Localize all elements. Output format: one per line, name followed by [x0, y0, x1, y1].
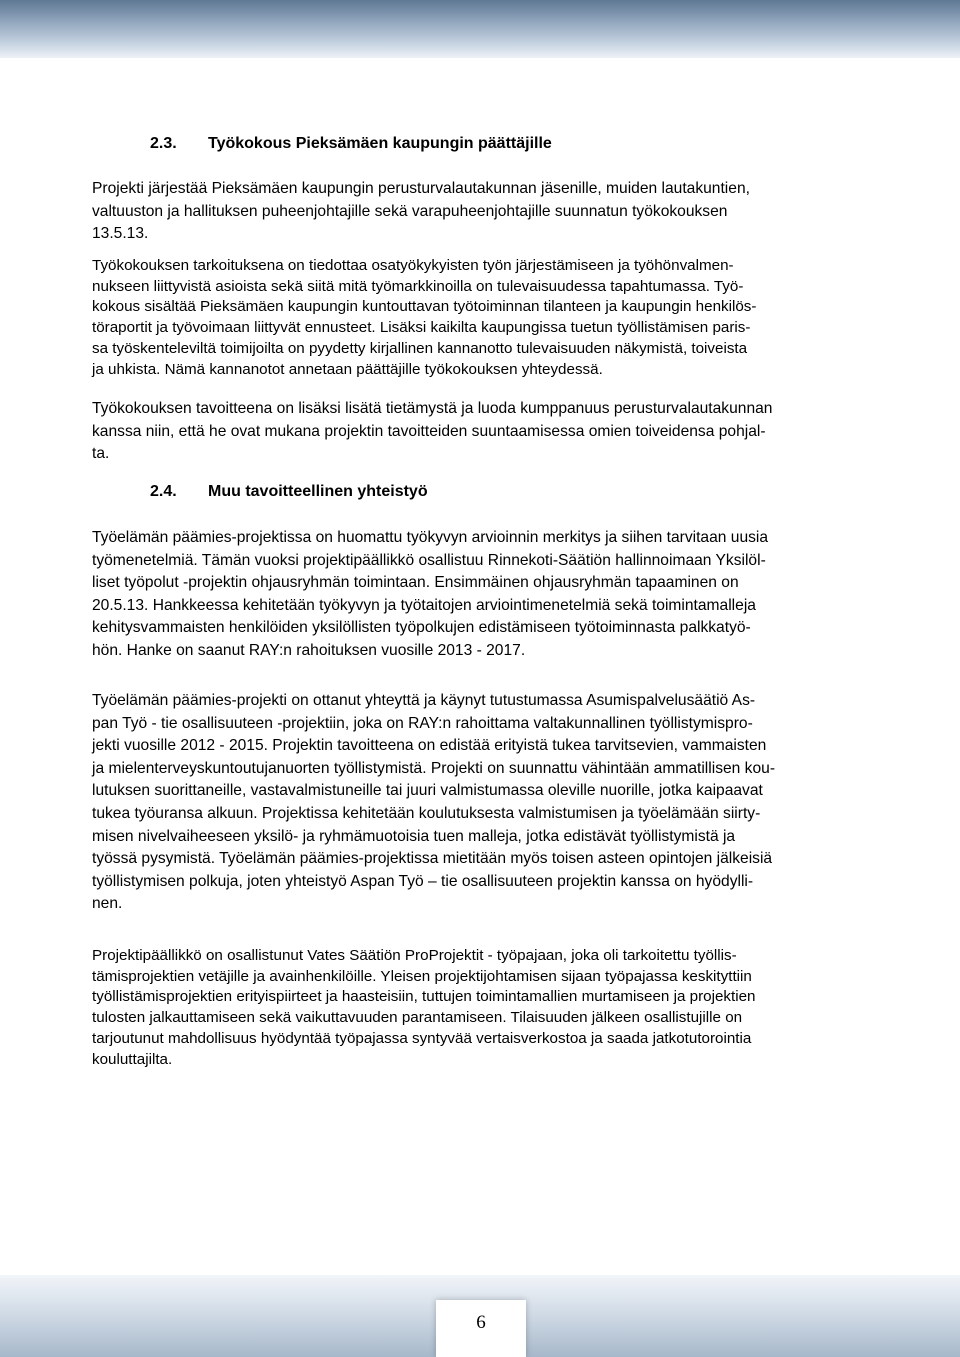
- paragraph: [92, 256, 872, 380]
- text-line: tukea työuransa alkuun. Projektissa kehitetään koulutuksesta valmistumisen ja työelämään siirty-: [92, 804, 761, 822]
- section-title: Työkokous Pieksämäen kaupungin päättäjille: [208, 135, 552, 152]
- text-line: 13.5.13.: [92, 225, 149, 243]
- text-line: Työelämän päämies-projekti on ottanut yhteyttä ja käynyt tutustumassa Asumispalvelusäätiö As-: [92, 692, 756, 709]
- paragraph: [92, 690, 872, 916]
- text-line: hön. Hanke on saanut RAY:n rahoituksen vuosille 2013 - 2017.: [92, 641, 526, 659]
- text-line: Työelämän päämies-projektissa on huomattu työkyvyn arvioinnin merkitys ja siihen tarvitaan uusia: [92, 529, 769, 546]
- text-line: lutuksen suorittaneille, vastavalmistuneille tai juuri valmistumassa oleville nuorille, jotka kaipaavat: [92, 782, 763, 800]
- paragraph: [92, 946, 872, 1070]
- text-line: sa työskenteleviltä toimijoilta on pyydetty kirjallinen kannanotto tulevaisuuden näkymistä, toiveista: [92, 339, 748, 357]
- header-decor-band: [0, 0, 960, 58]
- text-line: liset työpolut -projektin ohjausryhmän toimintaan. Ensimmäinen ohjausryhmän tapaaminen on: [92, 574, 739, 592]
- paragraph: [92, 527, 872, 663]
- text-line: kouluttajilta.: [92, 1050, 173, 1068]
- text-line: ja mielenterveyskuntoutujanuorten työllistymistä. Projekti on suunnattu vähintään ammatillisen kou-: [92, 759, 776, 777]
- text-line: tulosten jalkauttamiseen sekä vaikuttavuuden parantamiseen. Tilaisuuden jälkeen osallistujille on: [92, 1009, 743, 1027]
- text-line: Työkokouksen tavoitteena on lisäksi lisätä tietämystä ja luoda kumppanuus perusturvalautakunnan: [92, 400, 773, 417]
- text-line: töraportit ja työvoimaan liittyvät ennusteet. Lisäksi kaikilta kaupungissa tuetun työllistämisen paris-: [92, 319, 751, 337]
- text-line: kanssa niin, että he ovat mukana projektin tavoitteiden suuntaamisessa omien toiveidensa pohjal-: [92, 422, 766, 440]
- text-line: ja uhkista. Nämä kannanotot annetaan päättäjille työkokouksen yhteydessä.: [92, 360, 603, 378]
- text-line: Työkokouksen tarkoituksena on tiedottaa osatyökykyisten työn järjestämiseen ja työhönvalmen-: [92, 257, 734, 274]
- text-line: työllistymisen polkuja, joten yhteistyö Aspan Työ – tie osallisuuteen projektin kanssa on hyödylli-: [92, 872, 754, 890]
- section-number: 2.4.: [150, 483, 177, 500]
- section-title: Muu tavoitteellinen yhteistyö: [208, 483, 428, 500]
- text-line: tämisprojektien vetäjille ja avainhenkilöille. Yleisen projektijohtamisen sijaan työpajassa keskityttiin: [92, 967, 752, 985]
- paragraph: [92, 398, 872, 466]
- text-line: kehitysvammaisten henkilöiden yksilöllisten työpolkujen edistämiseen työtoiminnasta palkkatyö-: [92, 619, 751, 637]
- section-heading: [150, 134, 552, 154]
- text-line: misen nivelvaiheeseen yksilö- ja ryhmämuotoisia tuen malleja, jotka edistävät työllistymistä ja: [92, 827, 736, 845]
- text-line: jekti vuosille 2012 - 2015. Projektin tavoitteena on edistää erityistä tukea tarvitsevien, vammaisten: [92, 737, 767, 755]
- text-line: 20.5.13. Hankkeessa kehitetään työkyvyn ja työtaitojen arviointimenetelmiä sekä toimintamalleja: [92, 596, 756, 614]
- text-line: kokous sisältää Pieksämäen kaupungin kuntouttavan työtoiminnan tilanteen ja kaupungin henkilös-: [92, 298, 757, 316]
- text-line: Projekti järjestää Pieksämäen kaupungin perusturvalautakunnan jäsenille, muiden lautakuntien,: [92, 180, 750, 197]
- paragraph: [92, 178, 872, 246]
- section-number: 2.3.: [150, 135, 177, 152]
- text-line: ta.: [92, 445, 110, 463]
- text-line: työssä pysymistä. Työelämän päämies-projektissa mietitään myös toisen asteen opintojen jälkeisiä: [92, 850, 773, 868]
- text-line: valtuuston ja hallituksen puheenjohtajille sekä varapuheenjohtajille suunnatun työkokouksen: [92, 202, 728, 220]
- section-heading: [150, 482, 428, 502]
- text-line: Projektipäällikkö on osallistunut Vates Säätiön ProProjektit - työpajaan, joka oli tarkoitettu työllis-: [92, 947, 737, 964]
- text-line: tarjoutunut mahdollisuus hyödyntää työpajassa syntyvää vertaisverkostoa ja saada jatkotutorointia: [92, 1029, 752, 1047]
- text-line: työllistämisprojektien erityispiirteet ja haasteisiin, tuttujen toimintamallien murtamiseen ja projektien: [92, 988, 756, 1006]
- text-line: nen.: [92, 895, 123, 913]
- text-line: nukseen liittyvistä asioista sekä siitä mitä työmarkkinoilla on tulevaisuudessa tapahtumassa. Työ-: [92, 277, 744, 295]
- text-line: pan Työ - tie osallisuuteen -projektiin, joka on RAY:n rahoittama valtakunnallinen työllistymispro-: [92, 714, 753, 732]
- page-number: 6: [476, 1312, 486, 1333]
- text-line: työmenetelmiä. Tämän vuoksi projektipäällikkö osallistuu Rinnekoti-Säätiön hallinnoimaan Yksilöl-: [92, 551, 766, 569]
